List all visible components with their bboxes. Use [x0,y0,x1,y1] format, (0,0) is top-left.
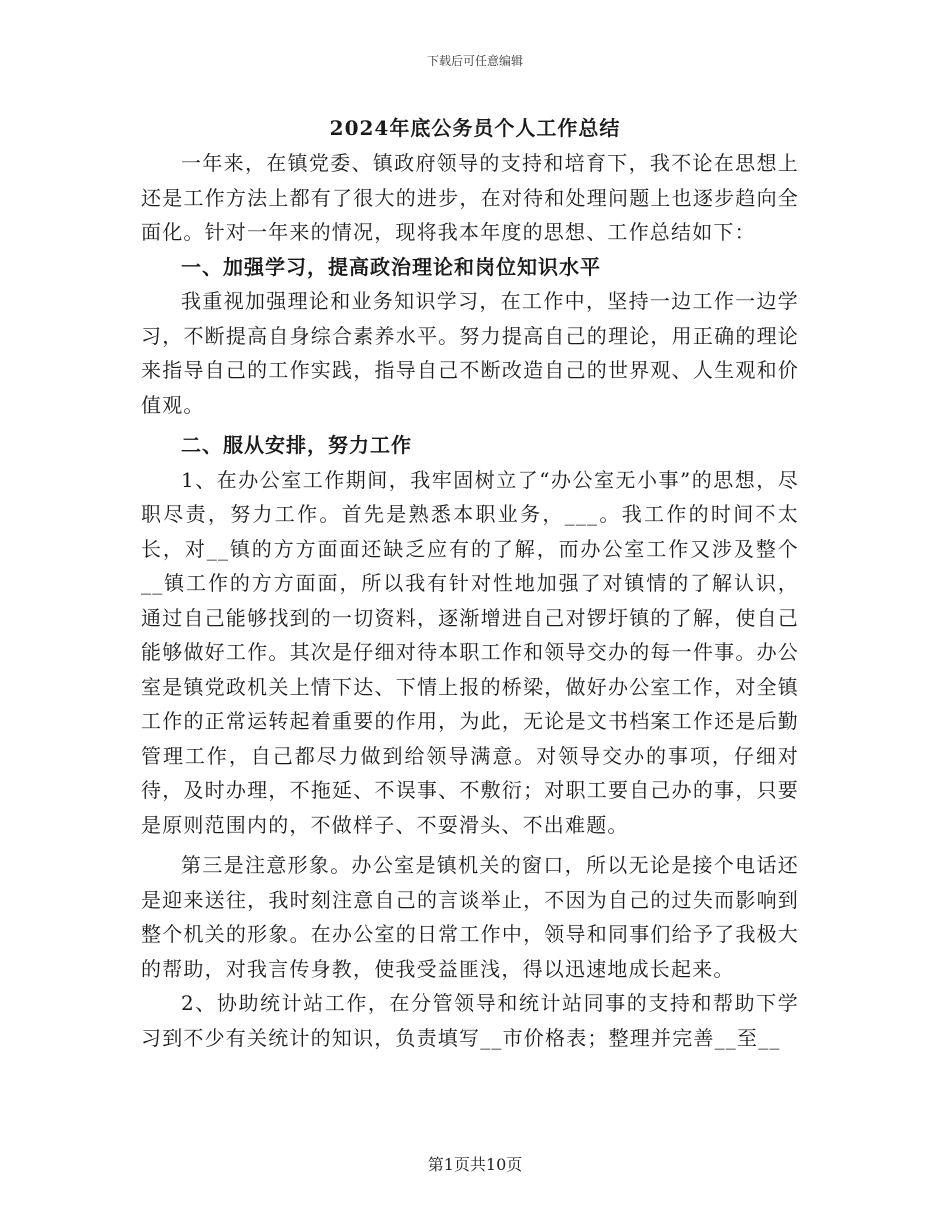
section-heading-1: 一、加强学习，提高政治理论和岗位知识水平 [181,254,601,279]
document-body [141,146,799,1055]
paragraph-intro: 一年来，在镇党委、镇政府领导的支持和培育下，我不论在思想上还是工作方法上都有了很大的进步，在对待和处理问题上也逐步趋向全面化。针对一年来的情况，现将我本年度的思想、工作总结如下： [141,151,799,244]
paragraph-image: 第三是注意形象。办公室是镇机关的窗口，所以无论是接个电话还是迎来送往，我时刻注意自己的言谈举止，不因为自己的过失而影响到整个机关的形象。在办公室的日常工作中，领导和同事们给予了我极大的帮助，对我言传身教，使我受益匪浅，得以迅速地成长起来。 [141,853,799,981]
paragraph-office-work: 1、在办公室工作期间，我牢固树立了“办公室无小事”的思想，尽职尽责，努力工作。首先是熟悉本职业务，___。我工作的时间不太长，对__镇的方方面面还缺乏应有的了解，而办公室工作又涉及整个__镇工作的方方面面，所以我有针对性地加强了对镇情的了解认识，通过自己能够找到的一切资料，逐渐增进自己对锣圩镇的了解，使自己能够做好工作。其次是仔细对待本职工作和领导交办的每一件事。办公室是镇党政机关上情下达、下情上报的桥梁，做好办公室工作，对全镇工作的正常运转起着重要的作用，为此，无论是文书档案工作还是后勤管理工作，自己都尽力做到给领导满意。对领导交办的事项，仔细对待，及时办理，不拖延、不误事、不敷衍；对职工要自己办的事，只要是原则范围内的，不做样子、不耍滑头、不出难题。 [141,467,799,837]
paragraph-statistics: 2、协助统计站工作，在分管领导和统计站同事的支持和帮助下学习到不少有关统计的知识，负责填写__市价格表；整理并完善__至__ [141,991,799,1050]
section-heading-2: 二、服从安排，努力工作 [181,433,412,457]
paragraph-study: 我重视加强理论和业务知识学习，在工作中，坚持一边工作一边学习，不断提高自身综合素养水平。努力提高自己的理论，用正确的理论来指导自己的工作实践，指导自己不断改造自己的世界观、人生观和价值观。 [141,289,799,417]
page-number: 第1页共10页 [427,1155,523,1174]
document-title: 2024年底公务员个人工作总结 [329,116,621,140]
page-header-note: 下载后可任意编辑 [426,54,523,68]
